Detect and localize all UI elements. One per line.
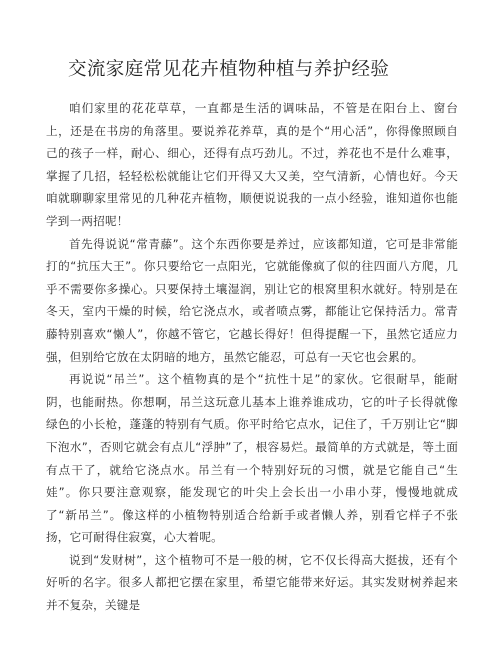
paragraph-spider-plant: 再说说“吊兰”。这个植物真的是个“抗性十足”的家伙。它很耐旱，能耐阴，也能耐热。你想啊，吊兰这玩意儿基本上谁养谁成功，它的叶子长得就像绿色的小长枪，蓬蓬的特别有气质。你平时给它点水，记住了，千万别让它“脚下泡水”，否则它就会有点儿“浮肿”了，根容易烂。最简单的方式就是，等土面有点干了，就给它浇点水。吊兰有一个特别好玩的习惯，就是它能自己“生娃”。你只要注意观察，能发现它的叶尖上会长出一小串小芽，慢慢地就成了“新吊兰”。像这样的小植物特别适合给新手或者懒人养，别看它样子不张扬，它可耐得住寂寞，心大着呢。 <box>46 372 458 545</box>
document-title: 交流家庭常见花卉植物种植与养护经验 <box>68 59 390 80</box>
paragraph-intro: 咱们家里的花花草草，一直都是生活的调味品，不管是在阳台上、窗台上，还是在书房的角落里。要说养花养草，真的是个“用心活”，你得像照顾自己的孩子一样，耐心、细心，还得有点巧劲儿。不过，养花也不是什么难事，掌握了几招，轻轻松松就能让它们开得又大又美，空气清新，心情也好。今天咱就聊聊家里常见的几种花卉植物，顺便说说我的一点小经验，谁知道你也能学到一两招呢！ <box>46 101 458 228</box>
paragraph-ivy: 首先得说说“常青藤”。这个东西你要是养过，应该都知道，它可是非常能打的“抗压大王”。你只要给它一点阳光，它就能像疯了似的往四面八方爬，几乎不需要你多操心。只要保持土壤湿润，别让它的根窝里积水就好。特别是在冬天，室内干燥的时候，给它浇点水，或者喷点雾，都能让它保持活力。常青藤特别喜欢“懒人”，你越不管它，它越长得好！但得提醒一下，虽然它适应力强，但别给它放在太阴暗的地方，虽然它能忍，可总有一天它也会累的。 <box>46 236 458 364</box>
paragraph-money-tree: 说到“发财树”，这个植物可不是一般的树，它不仅长得高大挺拔，还有个好听的名字。很多人都把它摆在家里，希望它能带来好运。其实发财树养起来并不复杂，关键是 <box>46 552 458 613</box>
